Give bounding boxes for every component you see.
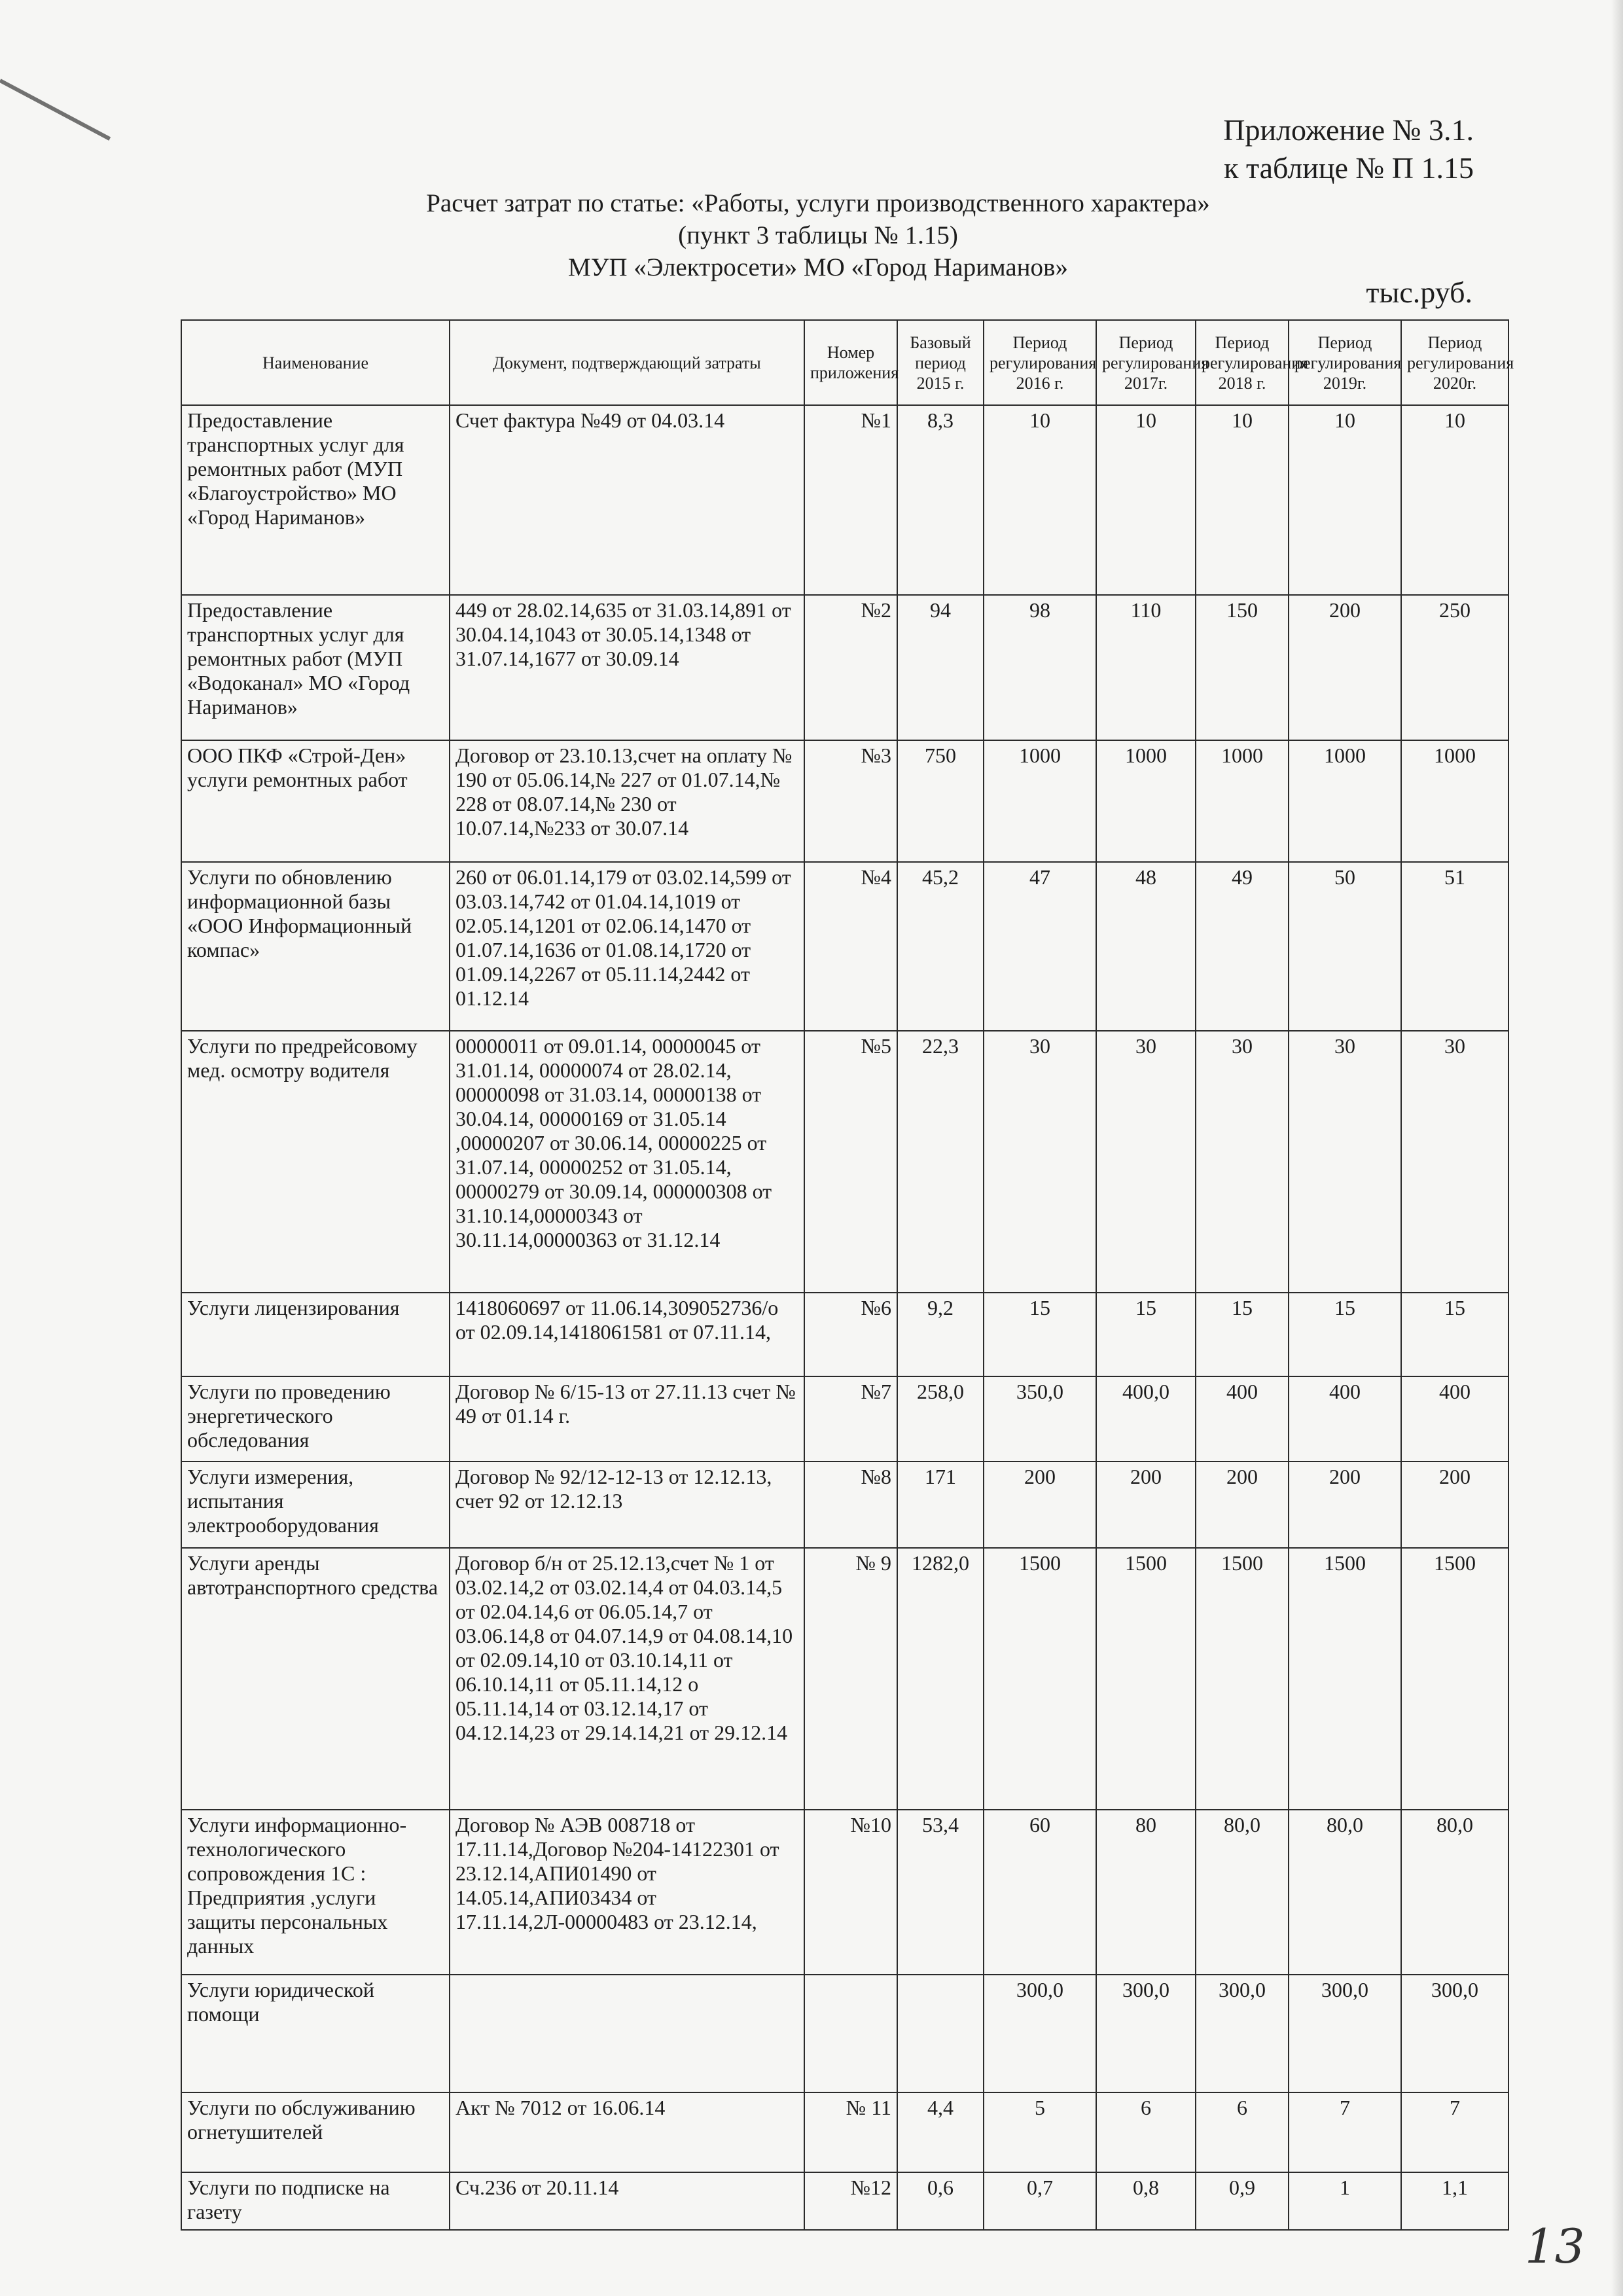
cell-2017: 10 xyxy=(1096,405,1196,595)
cell-appendix: №3 xyxy=(804,740,897,862)
cell-appendix: № 11 xyxy=(804,2092,897,2172)
cell-2019: 80,0 xyxy=(1289,1810,1401,1975)
cell-2018: 1500 xyxy=(1196,1548,1289,1810)
cell-2019: 15 xyxy=(1289,1293,1401,1376)
cell-2019: 30 xyxy=(1289,1031,1401,1293)
cell-2018: 150 xyxy=(1196,595,1289,740)
unit-label: тыс.руб. xyxy=(1366,276,1472,309)
cell-2017: 1500 xyxy=(1096,1548,1196,1810)
table-row xyxy=(181,740,1508,862)
cell-2016: 47 xyxy=(984,862,1096,1031)
cell-2017: 15 xyxy=(1096,1293,1196,1376)
cell-base-2015: 94 xyxy=(897,595,984,740)
cell-base-2015: 258,0 xyxy=(897,1376,984,1462)
table-row xyxy=(181,1975,1508,2092)
cell-2017: 48 xyxy=(1096,862,1196,1031)
table-row xyxy=(181,405,1508,595)
cell-appendix: №8 xyxy=(804,1462,897,1548)
column-header: Период регулирования 2017г. xyxy=(1096,320,1196,405)
cell-2016: 10 xyxy=(984,405,1096,595)
cell-2017: 400,0 xyxy=(1096,1376,1196,1462)
cell-2016: 98 xyxy=(984,595,1096,740)
cell-2016: 350,0 xyxy=(984,1376,1096,1462)
cell-base-2015: 45,2 xyxy=(897,862,984,1031)
cost-table xyxy=(181,319,1514,2231)
cell-name: Услуги информационно-технологического сопровождения 1С : Предприятия ,услуги защиты персональных данных xyxy=(181,1810,450,1975)
scan-mark xyxy=(0,79,111,140)
cell-2020: 10 xyxy=(1401,405,1508,595)
cell-2017: 200 xyxy=(1096,1462,1196,1548)
cell-appendix xyxy=(804,1975,897,2092)
cell-appendix: №1 xyxy=(804,405,897,595)
cell-base-2015: 0,6 xyxy=(897,2172,984,2230)
table-row xyxy=(181,1293,1508,1376)
cell-2019: 10 xyxy=(1289,405,1401,595)
cell-document: Договор б/н от 25.12.13,счет № 1 от 03.02.14,2 от 03.02.14,4 от 04.03.14,5 от 02.04.14,6 от 06.05.14,7 от 03.06.14,8 от 04.07.14,9 от 04.08.14,10 от 02.09.14,10 от 03.10.14,11 от 06.10.14,11 от 05.11.14,12 о 05.11.14,14 от 03.12.14,17 от 04.12.14,23 от 29.14.14,21 от 29.12.14 xyxy=(450,1548,804,1810)
cell-2018: 400 xyxy=(1196,1376,1289,1462)
cell-name: ООО ПКФ «Строй-Ден» услуги ремонтных работ xyxy=(181,740,450,862)
cell-document: Договор № 92/12-12-13 от 12.12.13, счет 92 от 12.12.13 xyxy=(450,1462,804,1548)
table-row xyxy=(181,1462,1508,1548)
cell-appendix: №2 xyxy=(804,595,897,740)
cell-name: Предоставление транспортных услуг для ремонтных работ (МУП «Благоустройство» МО «Город Нариманов» xyxy=(181,405,450,595)
cell-2020: 250 xyxy=(1401,595,1508,740)
column-header: Номер приложения xyxy=(804,320,897,405)
table-row xyxy=(181,595,1508,740)
cell-base-2015: 22,3 xyxy=(897,1031,984,1293)
cell-2019: 1 xyxy=(1289,2172,1401,2230)
cell-document: 449 от 28.02.14,635 от 31.03.14,891 от 30.04.14,1043 от 30.05.14,1348 от 31.07.14,1677 от 30.09.14 xyxy=(450,595,804,740)
cell-2018: 49 xyxy=(1196,862,1289,1031)
cell-2019: 50 xyxy=(1289,862,1401,1031)
cell-2018: 1000 xyxy=(1196,740,1289,862)
page-number: 13 xyxy=(1525,2219,1585,2274)
cell-2020: 7 xyxy=(1401,2092,1508,2172)
cell-base-2015: 53,4 xyxy=(897,1810,984,1975)
cell-2020: 400 xyxy=(1401,1376,1508,1462)
appendix-line-2: к таблице № П 1.15 xyxy=(1224,151,1474,185)
cell-2016: 15 xyxy=(984,1293,1096,1376)
cell-name: Услуги по подписке на газету xyxy=(181,2172,450,2230)
cell-2018: 200 xyxy=(1196,1462,1289,1548)
cell-document xyxy=(450,1975,804,2092)
cell-2019: 200 xyxy=(1289,1462,1401,1548)
cell-base-2015: 171 xyxy=(897,1462,984,1548)
appendix-line-1: Приложение № 3.1. xyxy=(1223,113,1474,147)
cell-document: Счет фактура №49 от 04.03.14 xyxy=(450,405,804,595)
cell-2019: 200 xyxy=(1289,595,1401,740)
cell-document: 1418060697 от 11.06.14,309052736/о от 02.09.14,1418061581 от 07.11.14, xyxy=(450,1293,804,1376)
cell-name: Услуги по обслуживанию огнетушителей xyxy=(181,2092,450,2172)
table-row xyxy=(181,1031,1508,1293)
cell-document: 00000011 от 09.01.14, 00000045 от 31.01.14, 00000074 от 28.02.14, 00000098 от 31.03.14, 00000138 от 30.04.14, 00000169 от 31.05.14 ,00000207 от 30.06.14, 00000225 от 31.07.14, 00000252 от 31.05.14, 00000279 от 30.09.14, 000000308 от 31.10.14,00000343 от 30.11.14,00000363 от 31.12.14 xyxy=(450,1031,804,1293)
title-line-3: МУП «Электросети» МО «Город Нариманов» xyxy=(568,253,1068,281)
cell-name: Услуги аренды автотранспортного средства xyxy=(181,1548,450,1810)
column-header: Наименование xyxy=(181,320,450,405)
cell-document: Договор № 6/15-13 от 27.11.13 счет № 49 от 01.14 г. xyxy=(450,1376,804,1462)
column-header: Документ, подтверждающий затраты xyxy=(450,320,804,405)
cell-name: Услуги по предрейсовому мед. осмотру водителя xyxy=(181,1031,450,1293)
scan-edge xyxy=(1611,0,1623,2296)
cell-2020: 200 xyxy=(1401,1462,1508,1548)
cell-2018: 0,9 xyxy=(1196,2172,1289,2230)
table-row xyxy=(181,2172,1508,2230)
cell-appendix: №4 xyxy=(804,862,897,1031)
table-row xyxy=(181,1376,1508,1462)
cell-appendix: №5 xyxy=(804,1031,897,1293)
cell-2020: 1000 xyxy=(1401,740,1508,862)
cell-appendix: №10 xyxy=(804,1810,897,1975)
table-row xyxy=(181,1810,1508,1975)
cell-2016: 300,0 xyxy=(984,1975,1096,2092)
cell-name: Предоставление транспортных услуг для ремонтных работ (МУП «Водоканал» МО «Город Нариманов» xyxy=(181,595,450,740)
cell-2020: 300,0 xyxy=(1401,1975,1508,2092)
cell-2018: 300,0 xyxy=(1196,1975,1289,2092)
cell-2017: 30 xyxy=(1096,1031,1196,1293)
cell-2020: 30 xyxy=(1401,1031,1508,1293)
column-header: Базовый период 2015 г. xyxy=(897,320,984,405)
cell-2018: 6 xyxy=(1196,2092,1289,2172)
cell-2017: 80 xyxy=(1096,1810,1196,1975)
table-row xyxy=(181,862,1508,1031)
cell-2016: 0,7 xyxy=(984,2172,1096,2230)
cell-2017: 300,0 xyxy=(1096,1975,1196,2092)
cell-name: Услуги измерения, испытания электрооборудования xyxy=(181,1462,450,1548)
cell-2018: 10 xyxy=(1196,405,1289,595)
cell-2018: 30 xyxy=(1196,1031,1289,1293)
column-header: Период регулирования 2018 г. xyxy=(1196,320,1289,405)
cell-name: Услуги по обновлению информационной базы «ООО Информационный компас» xyxy=(181,862,450,1031)
cell-2016: 1000 xyxy=(984,740,1096,862)
cell-2017: 110 xyxy=(1096,595,1196,740)
cell-2017: 6 xyxy=(1096,2092,1196,2172)
cell-2020: 1,1 xyxy=(1401,2172,1508,2230)
cell-2020: 15 xyxy=(1401,1293,1508,1376)
title-line-2: (пункт 3 таблицы № 1.15) xyxy=(678,221,958,249)
cell-base-2015: 8,3 xyxy=(897,405,984,595)
cell-2019: 400 xyxy=(1289,1376,1401,1462)
title-line-1: Расчет затрат по статье: «Работы, услуги производственного характера» xyxy=(426,189,1210,217)
cell-base-2015: 1282,0 xyxy=(897,1548,984,1810)
cell-2019: 7 xyxy=(1289,2092,1401,2172)
cell-2020: 51 xyxy=(1401,862,1508,1031)
cell-name: Услуги юридической помощи xyxy=(181,1975,450,2092)
cell-document: Договор № АЭВ 008718 от 17.11.14,Договор №204-14122301 от 23.12.14,АПИ01490 от 14.05.14,АПИ03434 от 17.11.14,2Л-00000483 от 23.12.14, xyxy=(450,1810,804,1975)
cell-appendix: №6 xyxy=(804,1293,897,1376)
cell-base-2015: 4,4 xyxy=(897,2092,984,2172)
cell-name: Услуги по проведению энергетического обследования xyxy=(181,1376,450,1462)
cell-base-2015 xyxy=(897,1975,984,2092)
cell-document: Договор от 23.10.13,счет на оплату № 190 от 05.06.14,№ 227 от 01.07.14,№ 228 от 08.07.14,№ 230 от 10.07.14,№233 от 30.07.14 xyxy=(450,740,804,862)
cell-2017: 0,8 xyxy=(1096,2172,1196,2230)
cell-base-2015: 750 xyxy=(897,740,984,862)
table-row xyxy=(181,2092,1508,2172)
cell-document: Сч.236 от 20.11.14 xyxy=(450,2172,804,2230)
document-title xyxy=(196,187,1440,283)
cell-2019: 1500 xyxy=(1289,1548,1401,1810)
column-header: Период регулирования 2016 г. xyxy=(984,320,1096,405)
table-row xyxy=(181,1548,1508,1810)
cell-2016: 30 xyxy=(984,1031,1096,1293)
column-header: Период регулирования 2020г. xyxy=(1401,320,1508,405)
cell-2020: 1500 xyxy=(1401,1548,1508,1810)
cell-document: Акт № 7012 от 16.06.14 xyxy=(450,2092,804,2172)
cell-2020: 80,0 xyxy=(1401,1810,1508,1975)
cell-2016: 60 xyxy=(984,1810,1096,1975)
cell-2016: 1500 xyxy=(984,1548,1096,1810)
cell-name: Услуги лицензирования xyxy=(181,1293,450,1376)
cell-2019: 1000 xyxy=(1289,740,1401,862)
table-header-row xyxy=(181,320,1508,405)
cell-2017: 1000 xyxy=(1096,740,1196,862)
column-header: Период регулирования 2019г. xyxy=(1289,320,1401,405)
cell-2018: 80,0 xyxy=(1196,1810,1289,1975)
cell-2016: 200 xyxy=(984,1462,1096,1548)
table-body xyxy=(181,405,1508,2230)
cell-appendix: №12 xyxy=(804,2172,897,2230)
appendix-reference xyxy=(1223,111,1474,187)
cell-document: 260 от 06.01.14,179 от 03.02.14,599 от 03.03.14,742 от 01.04.14,1019 от 02.05.14,1201 от 02.06.14,1470 от 01.07.14,1636 от 01.08.14,1720 от 01.09.14,2267 от 05.11.14,2442 от 01.12.14 xyxy=(450,862,804,1031)
cell-2018: 15 xyxy=(1196,1293,1289,1376)
cell-appendix: № 9 xyxy=(804,1548,897,1810)
cell-2019: 300,0 xyxy=(1289,1975,1401,2092)
cell-appendix: №7 xyxy=(804,1376,897,1462)
cell-2016: 5 xyxy=(984,2092,1096,2172)
cell-base-2015: 9,2 xyxy=(897,1293,984,1376)
